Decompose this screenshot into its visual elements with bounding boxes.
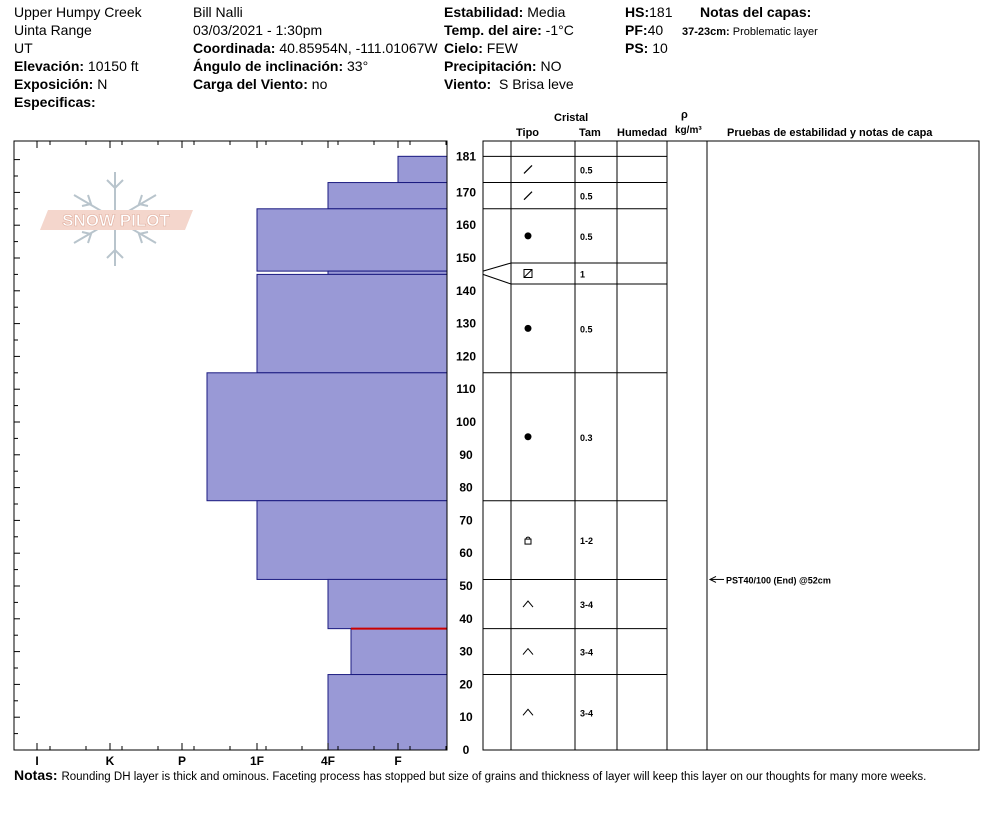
slope-label: Ángulo de inclinación:: [193, 58, 344, 74]
height-label: 60: [459, 546, 473, 561]
grain-size-label: 3-4: [580, 600, 594, 611]
coord-label: Coordinada:: [193, 40, 276, 56]
grain-size-label: 0.5: [580, 231, 593, 242]
elevation-value: 10150 ft: [87, 58, 139, 74]
tests-header: Pruebas de estabilidad y notas de capa: [727, 127, 933, 139]
height-label: 30: [459, 644, 473, 659]
height-label: 50: [459, 579, 473, 593]
height-label: 10: [459, 710, 473, 725]
wind-load-label: Carga del Viento:: [193, 76, 308, 92]
grain-size-label: 0.3: [580, 432, 593, 443]
height-label: 130: [455, 316, 477, 331]
density-symbol: ρ: [681, 109, 688, 121]
height-label: 70: [459, 513, 473, 528]
height-label: 110: [456, 382, 476, 397]
size-header: Tam: [579, 127, 601, 139]
type-header: Tipo: [516, 127, 540, 139]
ps-value: 10: [652, 40, 668, 56]
hardness-label: 4F: [320, 754, 336, 768]
grain-size-label: 3-4: [580, 708, 594, 719]
hardness-bar-9: [328, 675, 447, 750]
stability-label: Estabilidad:: [444, 4, 524, 20]
aspect-value: N: [97, 76, 108, 92]
state: UT: [14, 40, 33, 56]
crystal-header: Cristal: [554, 112, 589, 124]
logo-text: SNOW PILOT: [62, 211, 170, 230]
notes: [14, 767, 926, 785]
height-label: 150: [455, 251, 477, 265]
height-label: 170: [455, 185, 477, 200]
datetime: 03/03/2021 - 1:30pm: [193, 22, 323, 38]
height-label: 160: [455, 218, 477, 233]
elevation-label: Elevación:: [14, 58, 85, 74]
observer: Bill Nalli: [193, 4, 243, 20]
height-label: 0: [462, 743, 470, 757]
hardness-bar-4: [257, 274, 447, 372]
air-temp-value: -1°C: [545, 22, 574, 38]
notes-text: Rounding DH layer is thick and ominous. Faceting process has stopped but size of grains and thickness of layer will keep this layer on our thoughts for many more weeks.: [61, 771, 927, 783]
hardness-bar-5: [207, 373, 447, 501]
hardness-bar-1: [328, 183, 447, 209]
grain-size-label: 0.5: [580, 191, 593, 202]
wind-label: Viento:: [444, 76, 492, 92]
grain-size-label: 0.5: [580, 324, 593, 335]
melt-freeze-icon-slash: [524, 270, 532, 278]
new-snow-icon: [524, 192, 532, 200]
height-label: 181: [455, 149, 477, 164]
height-label: 120: [455, 349, 477, 364]
grain-size-label: 3-4: [580, 647, 594, 658]
location: Upper Humpy Creek: [14, 4, 142, 20]
depth-hoar-icon: [523, 709, 533, 715]
thin-layer-connector-top: [483, 263, 511, 271]
sky-value: FEW: [486, 40, 518, 56]
density-unit: kg/m³: [675, 125, 702, 136]
layer-notes-label: Notas del capas:: [700, 4, 812, 20]
height-label: 90: [459, 447, 473, 462]
wind-value: S Brisa leve: [498, 76, 574, 92]
height-label: 100: [455, 415, 477, 429]
hardness-bar-8: [351, 629, 447, 675]
depth-hoar-icon: [523, 649, 533, 655]
range: Uinta Range: [14, 22, 92, 38]
test-result-label: PST40/100 (End) @52cm: [726, 575, 831, 586]
precip-label: Precipitación:: [444, 58, 537, 74]
height-label: 140: [455, 283, 477, 298]
hardness-label: I: [35, 754, 39, 768]
hardness-bar-2: [257, 209, 447, 271]
hardness-label: F: [394, 754, 402, 768]
hs-label: HS:: [625, 4, 650, 20]
hardness-bar-7: [328, 579, 447, 628]
slope-value: 33°: [347, 58, 369, 74]
notes-label: Notas:: [14, 767, 58, 783]
specifics-label: Especificas:: [14, 94, 96, 110]
height-label: 80: [459, 480, 473, 495]
depth-hoar-icon: [523, 601, 533, 607]
height-label: 20: [459, 677, 473, 692]
rounding-facet-icon: [525, 539, 531, 544]
layer-note-depth: 37-23cm:: [682, 26, 730, 38]
height-label: 40: [459, 611, 473, 626]
coord-value: 40.85954N, -111.01067W: [279, 40, 438, 56]
grain-size-label: 1-2: [580, 536, 594, 547]
hardness-bar-0: [398, 156, 447, 182]
wind-load-value: no: [311, 76, 328, 92]
rounds-icon: [525, 433, 532, 440]
pf-value: 40: [647, 22, 664, 38]
ps-label: PS:: [625, 40, 649, 56]
layer-note-text: Problematic layer: [732, 26, 818, 38]
layer-table-frame: [483, 141, 979, 750]
snowpilot-logo: [40, 172, 193, 266]
pf-label: PF:: [625, 22, 648, 38]
hardness-bar-6: [257, 501, 447, 580]
sky-label: Cielo:: [444, 40, 483, 56]
hardness-label: 1F: [249, 754, 265, 768]
grain-size-label: 1: [580, 269, 586, 280]
stability-value: Media: [527, 4, 566, 20]
thin-layer-connector-bottom: [483, 274, 511, 284]
hardness-label: K: [105, 754, 115, 768]
moisture-header: Humedad: [617, 127, 668, 139]
hs-value: 181: [649, 4, 673, 20]
new-snow-icon: [524, 165, 532, 173]
aspect-label: Exposición:: [14, 76, 94, 92]
air-temp-label: Temp. del aire:: [444, 22, 542, 38]
hardness-label: P: [177, 754, 187, 768]
precip-value: NO: [540, 58, 562, 74]
rounds-icon: [525, 232, 532, 239]
grain-size-label: 0.5: [580, 165, 593, 176]
rounds-icon: [525, 325, 532, 332]
